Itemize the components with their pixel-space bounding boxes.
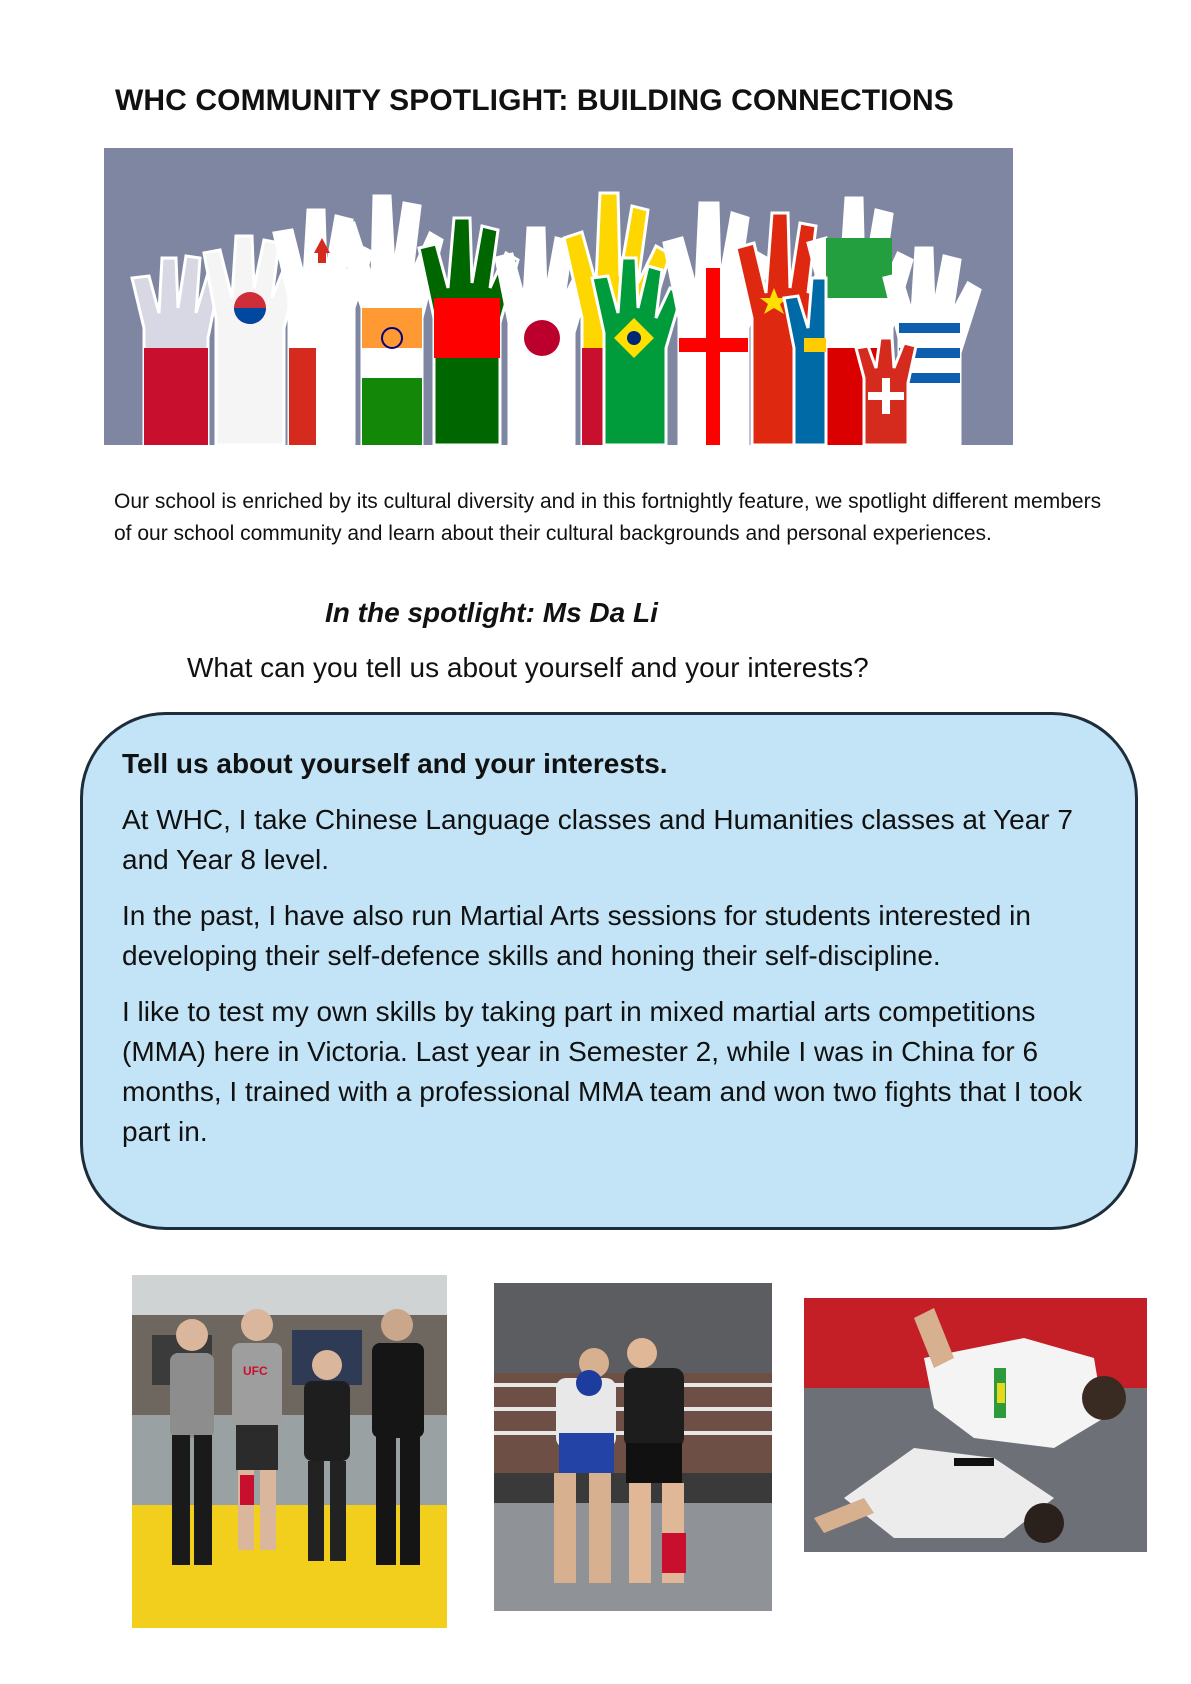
intro-paragraph: Our school is enriched by its cultural diversity and in this fortnightly feature, we spotlight different members of our school community and learn about their cultural backgrounds and personal experiences. — [114, 490, 1102, 545]
answer-box-heading: Tell us about yourself and your interests. — [122, 748, 668, 779]
photo-jiu-jitsu — [804, 1298, 1147, 1552]
shirt-text: UFC — [243, 1364, 268, 1378]
page-title: WHC COMMUNITY SPOTLIGHT: BUILDING CONNECTIONS — [115, 84, 954, 117]
photo-training-group — [132, 1275, 447, 1628]
banner-image-raised-hands-flags — [104, 148, 1013, 445]
photo-mma-fight — [494, 1283, 772, 1611]
answer-paragraph: In the past, I have also run Martial Arts sessions for students interested in developing their self-defence skills and honing their self-discipline. — [122, 900, 1031, 971]
answer-paragraph: I like to test my own skills by taking part in mixed martial arts competitions (MMA) here in Victoria. Last year in Semester 2, while I was in China for 6 months, I trained with a professional MMA team and won two fights that I took part in. — [122, 996, 1083, 1147]
spotlight-heading: In the spotlight: Ms Da Li — [325, 597, 658, 628]
answer-paragraph: At WHC, I take Chinese Language classes and Humanities classes at Year 7 and Year 8 level. — [122, 804, 1073, 875]
interview-question: What can you tell us about yourself and your interests? — [187, 652, 869, 683]
